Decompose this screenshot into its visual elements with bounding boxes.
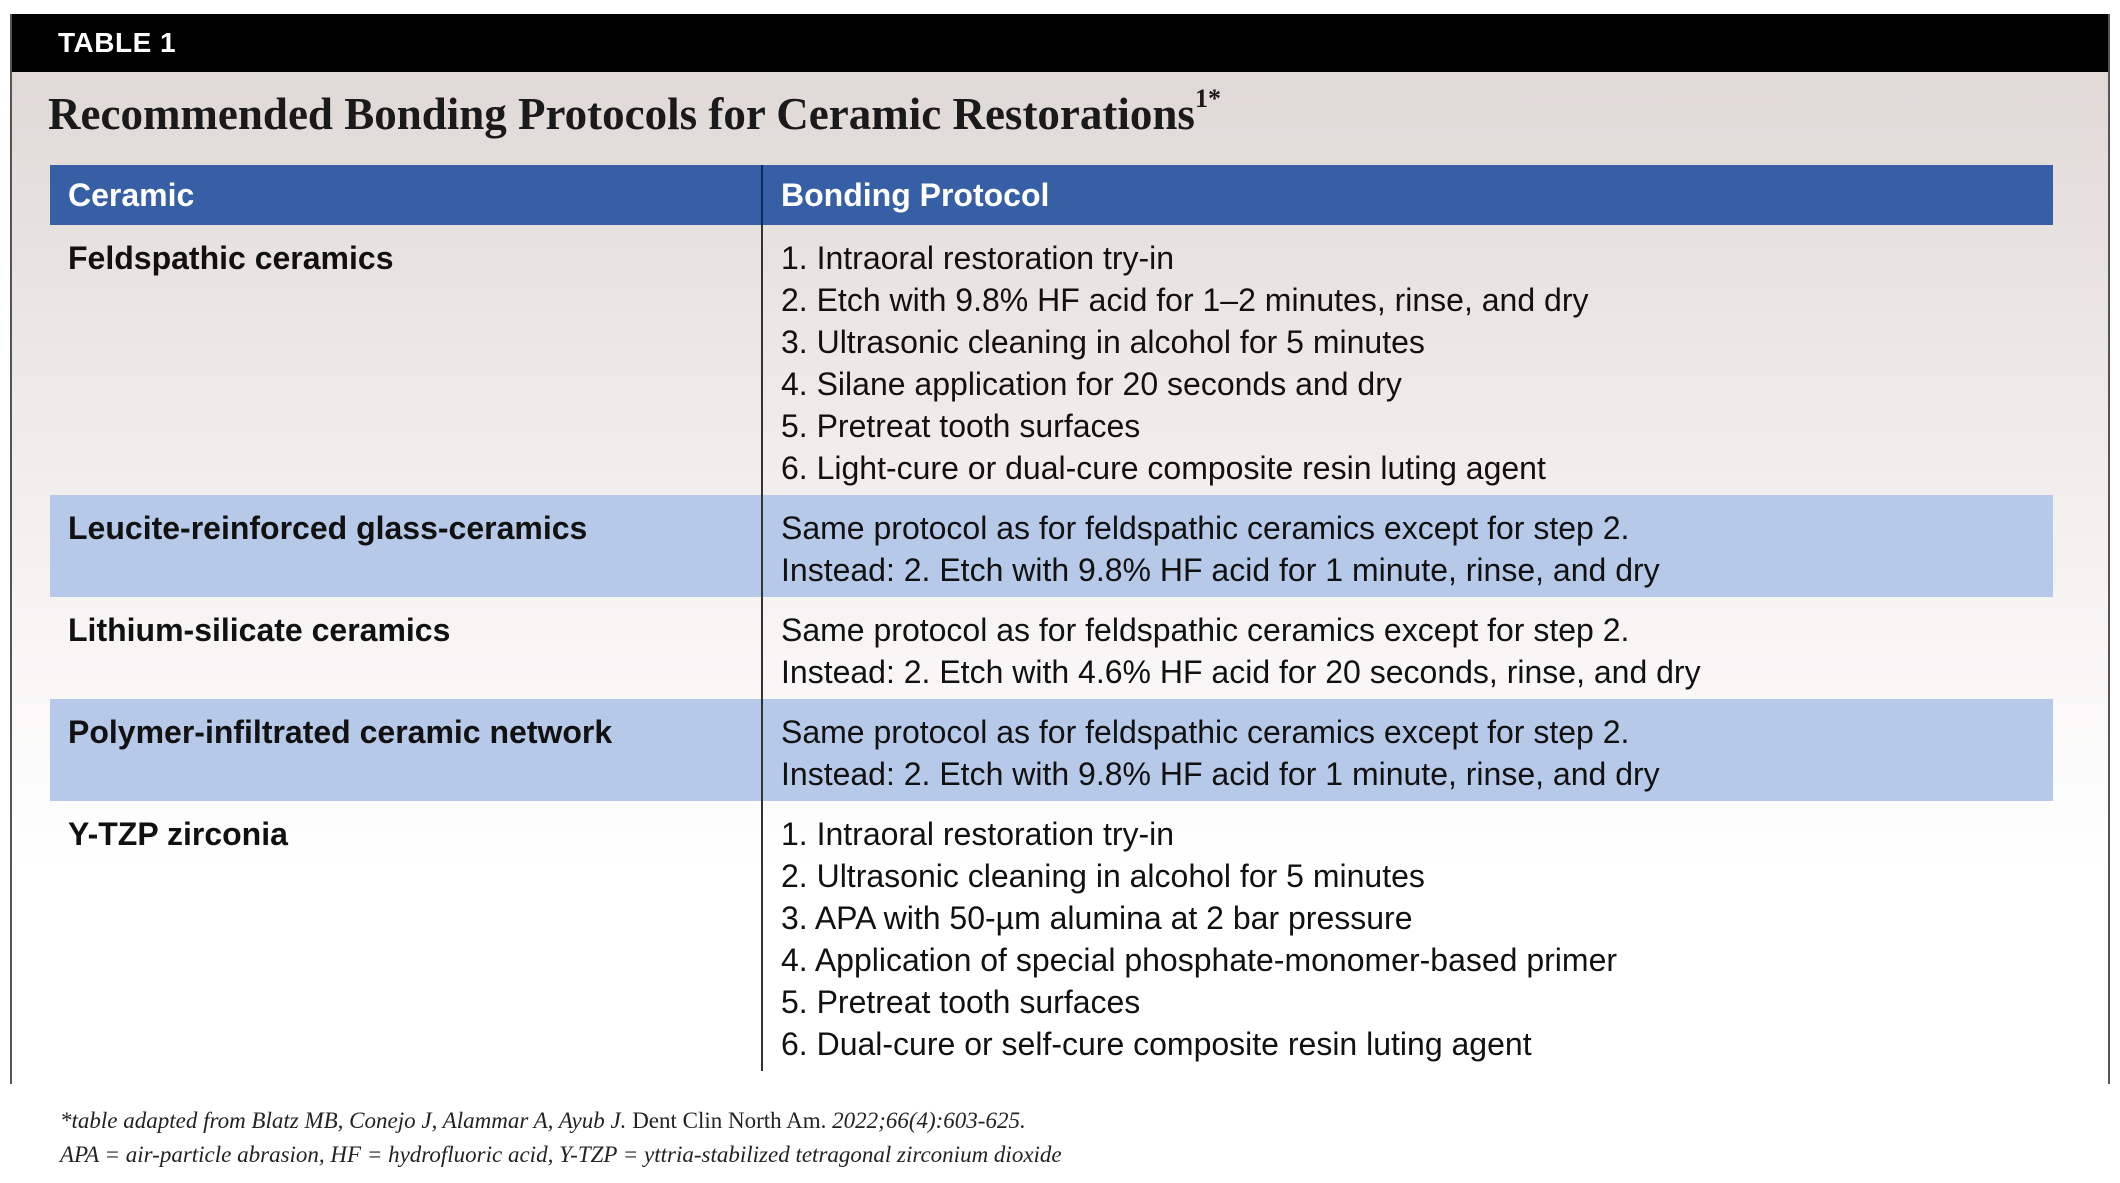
protocol-cell — [763, 225, 2053, 495]
protocol-line: 5. Pretreat tooth surfaces — [781, 984, 1141, 1020]
footnote-citation-text: *table adapted from Blatz MB, Conejo J, Alammar A, Ayub J. — [60, 1108, 633, 1133]
table-title — [48, 84, 1221, 140]
table-row — [50, 597, 2053, 699]
protocol-line: 2. Ultrasonic cleaning in alcohol for 5 minutes — [781, 858, 1425, 894]
protocol-line: 4. Silane application for 20 seconds and dry — [781, 366, 1402, 402]
protocol-line: 1. Intraoral restoration try-in — [781, 816, 1175, 852]
table-title-text: Recommended Bonding Protocols for Ceramic Restorations — [48, 89, 1195, 139]
ceramic-cell: Y-TZP zirconia — [50, 801, 763, 1071]
footnote-abbreviations: APA = air-particle abrasion, HF = hydrofluoric acid, Y-TZP = yttria-stabilized tetragonal zirconium dioxide — [60, 1142, 1062, 1167]
header-bonding-protocol: Bonding Protocol — [781, 177, 1050, 213]
table-tag: TABLE 1 — [12, 14, 2108, 72]
table-row — [50, 699, 2053, 801]
protocol-line: 3. APA with 50-µm alumina at 2 bar pressure — [781, 900, 1413, 936]
protocol-line: Same protocol as for feldspathic ceramics except for step 2. — [781, 510, 1630, 546]
title-superscript: 1* — [1194, 84, 1221, 113]
protocol-line: 6. Dual-cure or self-cure composite resin luting agent — [781, 1026, 1532, 1062]
ceramic-cell: Polymer-infiltrated ceramic network — [50, 699, 763, 801]
ceramic-cell: Leucite-reinforced glass-ceramics — [50, 495, 763, 597]
protocol-line: 1. Intraoral restoration try-in — [781, 240, 1175, 276]
protocol-cell — [763, 597, 2053, 699]
protocol-line: Same protocol as for feldspathic ceramics except for step 2. — [781, 714, 1630, 750]
protocol-line: Instead: 2. Etch with 9.8% HF acid for 1 minute, rinse, and dry — [781, 756, 1660, 792]
protocol-cell — [763, 699, 2053, 801]
footnote-journal: Dent Clin North Am. — [632, 1108, 827, 1133]
protocol-table — [50, 165, 2053, 1071]
table-row — [50, 225, 2053, 495]
ceramic-cell: Lithium-silicate ceramics — [50, 597, 763, 699]
protocol-line: 6. Light-cure or dual-cure composite resin luting agent — [781, 450, 1546, 486]
footnote-citation-ref: 2022;66(4):603-625. — [826, 1108, 1026, 1133]
table-row — [50, 495, 2053, 597]
protocol-cell — [763, 495, 2053, 597]
protocol-line: 5. Pretreat tooth surfaces — [781, 408, 1141, 444]
protocol-line: Same protocol as for feldspathic ceramics except for step 2. — [781, 612, 1630, 648]
protocol-cell — [763, 801, 2053, 1071]
footnote-citation — [60, 1108, 1026, 1134]
table-header — [50, 165, 2053, 225]
ceramic-cell: Feldspathic ceramics — [50, 225, 763, 495]
protocol-line: Instead: 2. Etch with 4.6% HF acid for 20 seconds, rinse, and dry — [781, 654, 1701, 690]
table-row — [50, 801, 2053, 1071]
protocol-line: 4. Application of special phosphate-monomer-based primer — [781, 942, 1618, 978]
protocol-line: 2. Etch with 9.8% HF acid for 1–2 minutes, rinse, and dry — [781, 282, 1589, 318]
protocol-line: Instead: 2. Etch with 9.8% HF acid for 1 minute, rinse, and dry — [781, 552, 1660, 588]
header-ceramic: Ceramic — [50, 165, 763, 225]
protocol-line: 3. Ultrasonic cleaning in alcohol for 5 minutes — [781, 324, 1425, 360]
